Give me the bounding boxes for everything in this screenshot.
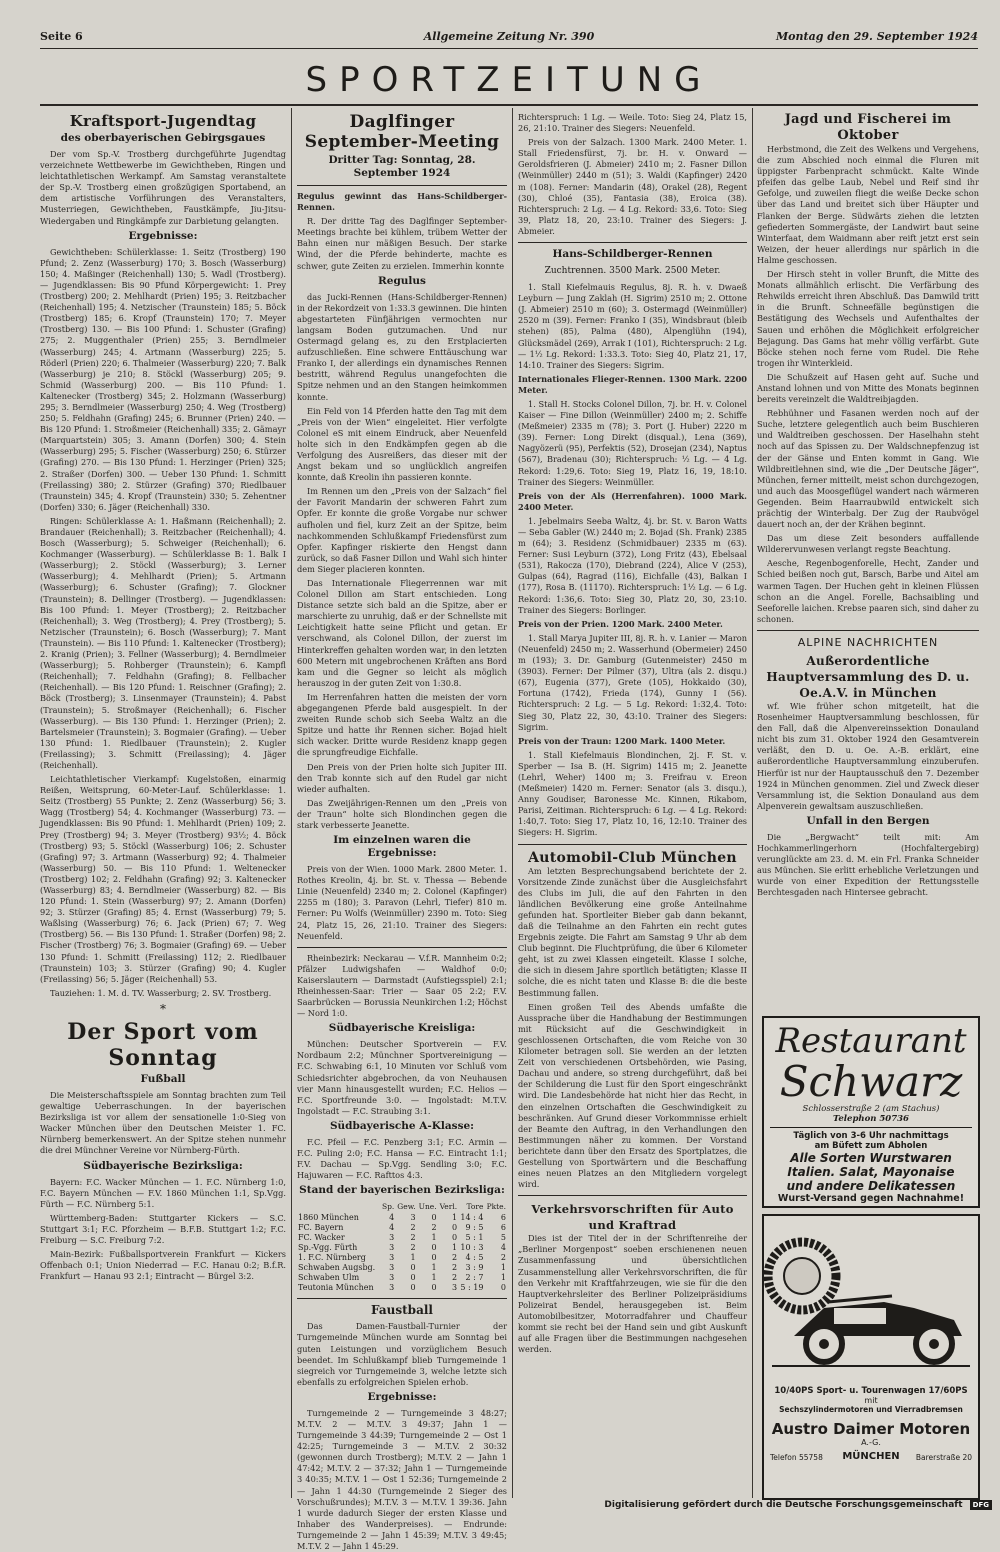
article-paragraph: wf. Wie früher schon mitgeteilt, hat die Rosenheimer Hauptversammlung beschlossen, für den Fall, daß die Alpenvereinssektion Donauland nicht bis zum 31. Oktober 1924 den Gesamtverein verläßt, den D. u. Oe. A.-B. erklärt, eine außerordentliche Hauptversammlung einzuberufen. Hierfür ist nur der Hauptausschuß den 7. Dezember 1924 in München genommen. Ziel und Zweck dieser Versammlung ist, die Sektion Donauland aus dem Alpenverein gewaltsam auszuschließen. <box>757 700 979 811</box>
column-divider <box>752 108 753 1498</box>
section-heading: Preis von der Als (Herrenfahren). 1000 Mark. 2400 Meter. <box>518 490 747 512</box>
table-cell: 3 : 9 <box>465 1263 484 1273</box>
article-paragraph: Württemberg-Baden: Stuttgarter Kickers — S.C. Stuttgart 3:1; F.C. Pforzheim — B.F.B. Stuttgart 1:2; F.C. Freiburg — S.C. Freiburg 7:2. <box>40 1212 286 1245</box>
table-cell: 2 <box>500 1253 506 1263</box>
table-cell: FC. Wacker <box>298 1233 345 1243</box>
table-cell: 1860 München <box>298 1213 359 1223</box>
article-paragraph: Das Internationale Fliegerrennen war mit Colonel Dillon am Start entschieden. Long Distance setzte sich bald an die Spitze, aber er marschierte zu unruhig, daß er der Schnellste mit Leichtigkeit hatte seine Pflicht und getan. Er verschwand, als Colonel Dillon, der zuerst im Hinterkreffen gehalten worden war, in den letzten 600 Metern mit ungebrochenen Kräften ans Bord kam und die Gegner so leicht als möglich herauszog in der guten Zeit von 1:30.8. <box>297 578 507 688</box>
article-paragraph: 1. Stall Marya Jupiter III, 8j. R. h. v. Lanier — Maron (Neuenfeld) 2450 m; 2. Wasserhund (Obermeier) 2450 m (193); 3. Dr. Gamburg (Gutenmeister) 2450 m (3903). Ferner: Der Pilmer (37), Ultra (als 2. disqu.) (67), Eugenia (377), Grete (105), Hokkaido (30), Fortuna (1742), Frieda (174), Gunny I (56). Richterspruch: 2 Lg. — 5 Lg. Rekord: 1:32,4. Toto: Sieg 30, Platz 22, 30, 43:10. Trainer des Siegers: Sigrim. <box>518 632 747 732</box>
table-row <box>297 1213 507 1223</box>
table-cell: 9 : 5 <box>465 1223 484 1233</box>
table-cell: 2 <box>410 1243 416 1253</box>
table-cell: 1. F.C. Nürnberg <box>298 1253 366 1263</box>
article-paragraph: 1. Stall Kiefelmauis Blondinchen, 2j. F. St. v. Sperber — Isa B. (H. Sigrim) 1415 m; 2. Jeanette (Lehrl, Weher) 1400 m; 3. Freifrau v. Ereon (Meßmeier) 1420 m. Ferner: Senator (als 3. disqu.), Anny Goudiser, Baronesse Mc. Kinnen, Rikabom, Parisi, Zeitiman. Richterspruch: 6 Lg. — 4 Lg. Rekord: 1:40,7. Toto: Sieg 17, Platz 10, 16, 12:10. Trainer des Siegers: H. Sigrim. <box>518 749 747 838</box>
table-cell: 3 <box>389 1273 395 1283</box>
article-paragraph: Der Hirsch steht in voller Brunft, die Mitte des Monats allmählich erlischt. Die Verfärbung des Rehwilds erreicht ihren Abschluß. Das Damwild tritt in die Brunft. Schneefälle begünstigen die Bestätigung des Wechsels und Aufenthaltes der Sauen und erhöhen die Möglichkeit erfolgreicher Bejagung. Das Gams hat mehr völlig verfärbt. Gute Böcke stehen noch ferne vom Rudel. Die Rehe trogen ihr Winterkleid. <box>757 269 979 368</box>
table-row <box>297 1223 507 1233</box>
article-subtitle: Fußball <box>140 1072 186 1085</box>
austro-daimler-ad <box>762 1214 980 1500</box>
divider <box>297 947 507 948</box>
table-cell: FC. Bayern <box>298 1223 344 1233</box>
table-cell: Schwaben Augsbg. <box>298 1263 376 1273</box>
article-paragraph: Bayern: F.C. Wacker München — 1. F.C. Nürnberg 1:0, F.C. Bayern München — F.V. 1860 München 1:1, Sp.Vgg. Fürth — F.C. Nürnberg 5:1. <box>40 1176 286 1209</box>
ad-text: und andere Delikatessen <box>786 1179 956 1193</box>
table-cell: 1 <box>431 1233 437 1243</box>
table-cell: 5 : 19 <box>460 1283 484 1293</box>
article-title: Verkehrsvorschriften für Auto und Kraftrad <box>531 1202 734 1233</box>
table-cell: 0 <box>452 1233 458 1243</box>
table-cell: 3 <box>389 1233 395 1243</box>
section-heading: Regulus <box>378 274 426 287</box>
article-paragraph: Gewichtheben: Schülerklasse: 1. Seitz (Trostberg) 190 Pfund; 2. Zenz (Wasserburg) 170; 3. Bosch (Wasserburg) 150; 4. Maßinger (Reichenhall) 130; 5. Wadl (Trostberg). — Jugendklassen: Bis 90 Pfund Körpergewicht: 1. Prey (Trostberg) 200; 2. Mehlhardt (Prien) 195; 3. Reitzbacher (Reichenhall) 195; 4. Netzischer (Traunstein) 185; 5. Böck (Trostberg) 185; 6. Kropf (Traunstein) 170; 7. Meyer (Trostberg) 130. — Bis 100 Pfund: 1. Schuster (Grafing) 275; 2. Muggenthaler (Prien) 255; 3. Berndlmeier (Wasserburg) 245; 4. Artmann (Wasserburg) 225; 5. Röderl (Prien) 220; 6. Thalmeier (Wasserburg) 220; 7. Balk (Wasserburg) je 210; 8. Stöckl (Wasserburg) 205; 9. Schmid (Wasserburg) 200. — Bis 110 Pfund: 1. Kaltenecker (Trostberg) 345; 2. Holzmann (Wasserburg) 295; 3. Berndlmeier (Wasserburg) 250; 4. Weg (Trostberg) 250; 5. Feldhahn (Grafing) 245; 6. Brunner (Prien) 240. — Bis 120 Pfund: 1. Stroßmeier (Reichenhall) 335; 2. Gämayr (Marquartstein) 305; 3. Amann (Dorfen) 300; 4. Stein (Wasserburg) 295; 5. Fischer (Wasserburg) 250; 6. Stürzer (Grafing) 270. — Bis 130 Pfund: 1. Herzinger (Prien) 325; 2. Straßer (Dorfen) 300. — Ueber 130 Pfund: 1. Schmitt (Freilassing) 380; 2. Stürzer (Grafing) 370; Riedlbauer (Traunstein) 345; 4. Kropf (Traunstein) 330; 5. Zehentner (Dorfen) 330; 6. Jäger (Reichenhall) 330. <box>40 246 286 512</box>
section-heading: Internationales Flieger-Rennen. 1300 Mark. 2200 Meter. <box>518 373 747 395</box>
table-row <box>297 1283 507 1293</box>
restaurant-ad <box>762 1016 980 1208</box>
league-table <box>297 1201 507 1293</box>
ad-text: Wurst-Versand gegen Nachnahme! <box>777 1193 965 1204</box>
table-cell: 1 <box>500 1263 506 1273</box>
table-cell: 2 <box>410 1223 416 1233</box>
table-cell: 2 <box>452 1273 458 1283</box>
table-cell: 2 : 7 <box>465 1273 484 1283</box>
section-heading: Südbayerische Bezirksliga: <box>83 1159 243 1172</box>
footer-text: Digitalisierung gefördert durch die Deutsche Forschungsgemeinschaft <box>604 1500 963 1510</box>
ad-text: Sechszylindermotoren und Vierradbremsen <box>779 1405 963 1414</box>
article-paragraph: Turngemeinde 2 — Turngemeinde 3 48:27; M.T.V. 2 — M.T.V. 3 49:37; Jahn 1 — Turngemeinde 3 44:39; Turngemeinde 2 — Ost 1 42:25; Turngemeinde 3 — M.T.V. 2 30:32 (gewonnen durch Trostberg); M.T.V. 2 — Jahn 1 47:42; M.T.V. 2 — 37:32; Jahn 1 — Turngemeinde 3 40:35; M.T.V. 1 — Ost 1 52:36; Turngemeinde 2 — Jahn 1 44:30 (Turngemeinde 2 Sieger des Vorschußrundes); M.T.V. 3 — M.T.V. 1 39:36. Jahn 1 wurde dadurch Sieger der ersten Klasse und Inhaber des Wanderpreises). — Endrunde: Turngemeinde 2 — Jahn 1 45:39; M.T.V. 3 49:45; M.T.V. 2 — Jahn 1 45:29. <box>297 1407 507 1551</box>
table-cell: 0 <box>452 1223 458 1233</box>
table-cell: 3 <box>389 1253 395 1263</box>
car-icon <box>772 1296 970 1366</box>
table-row <box>297 1233 507 1243</box>
article-paragraph: das Jucki-Rennen (Hans-Schildberger-Rennen) in der Rekordzeit von 1:33.3 gewinnen. Die hinten abgestarteten Fünfjährigen vermochten nur langsam Boden gutzumachen. Und nur Ostermagd gelang es, zu den Erstplacierten aufzuschließen. Eine schwere Enttäuschung war Franko I, der allerdings ein dynamisches Rennen bestritt, während Regulus unangefochten die Spitze nehmen und an den Stangen heimkommen konnte. <box>297 291 507 402</box>
section-banner: SPORTZEITUNG <box>305 60 713 100</box>
results-heading: Ergebnisse: <box>128 229 198 242</box>
table-cell: 1 <box>452 1213 458 1223</box>
article-paragraph: R. Der dritte Tag des Daglfinger September-Meetings brachte bei kühlem, trübem Wetter der Bahn einen nur mäßigen Besuch. Der starke Wind, der die Pferde behinderte, machte es schwer, gute Zeiten zu erzielen. Immerhin konnte <box>297 216 507 271</box>
digitization-footer <box>560 1500 992 1514</box>
column-divider <box>291 108 292 1498</box>
article-title: Außerordentliche Hauptversammlung des D. u. Oe.A.V. in München <box>766 653 970 700</box>
table-cell: 5 <box>500 1233 506 1243</box>
banner-rule <box>40 104 978 106</box>
restaurant-phone: Telephon 50736 <box>833 1114 909 1124</box>
table-cell: 3 <box>389 1263 395 1273</box>
article-paragraph: Im Herrenfahren hatten die meisten der vorn abgegangenen Pferde bald ausgespielt. In der zweiten Runde schob sich Seeba Waltz an die Spitze und hatte ihr Rennen sicher. Bojad hielt sich wacker. Dritte wurde Residenz knapp gegen die sprungfreudige Eichfalle. <box>297 691 507 758</box>
section-subheading: Zuchtrennen. 3500 Mark. 2500 Meter. <box>544 266 721 277</box>
article-paragraph: 1. Jebelmairs Seeba Waltz, 4j. br. St. v. Baron Watts — Seba Gabler (W.) 2440 m; 2. Bojad (Sh. Frank) 2385 m (64); 3. Residenz (Schmidbauer) 2335 m (63). Ferner: Susi Leyburn (372), Long Fritz (43), Ebelsaal (531), Rakocza (170), Diebrand (224), Alice V (253), Gulpas (64), Ragrad (116), Eichfalle (43), Balkan I (177), Rosa B. (11170). Richterspruch: 1½ Lg. — 6 Lg. Rekord: 1:36,6. Toto: Sieg 30, Platz 20, 30, 23:10. Trainer des Siegers: Borlinger. <box>518 515 747 615</box>
table-header: Gew. <box>397 1202 416 1212</box>
section-heading: Hans-Schildberger-Rennen <box>552 248 713 261</box>
ad-divider <box>770 1127 972 1128</box>
article-paragraph: Den Preis von der Prien holte sich Jupiter III. den Trab konnte sich auf den Rudel gar nicht wieder aufhalten. <box>297 761 507 794</box>
table-cell: 1 <box>431 1263 437 1273</box>
table-cell: Sp.-Vgg. Fürth <box>298 1243 358 1253</box>
table-cell: 2 <box>452 1253 458 1263</box>
article-paragraph: Die Schußzeit auf Hasen geht auf. Suche und Anstand lohnen und von Mitte des Monats beginnen bereits vereinzelt die Waldtreibjagden. <box>757 371 979 405</box>
car-illustration <box>764 1216 978 1386</box>
section-heading: Unfall in den Bergen <box>806 814 930 827</box>
table-cell: 0 <box>500 1283 506 1293</box>
table-cell: 3 <box>410 1213 416 1223</box>
article-paragraph: Aesche, Regenbogenforelle, Hecht, Zander und Schied beißen noch gut, Barsch, Barbe und Aitel am warmen Tagen. Der Huchen geht in kleinen Flüssen schon an die Angel. Forelle, Bachsaibling und Seeforelle laichen. Krebse paaren sich, sind daher zu schonen. <box>757 558 979 624</box>
ad-text: A.-G. <box>861 1438 881 1447</box>
ad-address-row <box>770 1451 972 1465</box>
spare-tire-icon <box>768 1242 836 1310</box>
section-heading: Faustball <box>371 1303 433 1318</box>
table-header-row <box>297 1201 507 1213</box>
ad-street: Barerstraße 20 <box>915 1453 972 1462</box>
divider <box>518 1195 747 1196</box>
article-paragraph: Herbstmond, die Zeit des Welkens und Vergehens, die zum Abschied noch einmal die Fluren mit üppigster Farbenpracht schmückt. Kalte Winde pfeifen das gelbe Laub, Nebel und Reif sind ihr Gefolge, und zuweilen fliegt die weiße Decke schon über das Land und breitet sich über Häupter und Flanken der Berge. Südwärts ziehen die letzten gefiederten Sommergäste, der Landwirt baut seine Winterfaat, dem Waidmann aber reift jetzt erst sein Weizen, der heuer allerdings nur spärlich in die Halme geschossen. <box>757 144 979 265</box>
divider <box>757 630 979 631</box>
article-paragraph: Preis von der Wien. 1000 Mark. 2800 Meter. 1. Rothes Kreolin, 4j. br. St. v. Thessa — Bebende Linie (Neuenfeld) 2340 m; 2. Colonel (Kapfinger) 2255 m (180); 3. Paravon (Lehrl, Tiefer) 810 m. Ferner: Pu Wolfs (Weinmüller) 2390 m. Toto: Sieg 24, Platz 15, 26, 21:10. Trainer des Siegers: Neuenfeld. <box>297 864 507 941</box>
table-cell: 0 <box>431 1213 437 1223</box>
table-cell: 4 <box>500 1243 506 1253</box>
page-number: Seite 6 <box>40 30 83 43</box>
article-paragraph: Das Zweijährigen-Rennen um den „Preis von der Traun“ holte sich Blondinchen gegen die stark verbesserte Jeanette. <box>297 797 507 830</box>
dfg-logo: DFG <box>970 1500 992 1510</box>
article-paragraph: F.C. Pfeil — F.C. Penzberg 3:1; F.C. Armin — F.C. Puling 2:0; F.C. Hansa — F.C. Eintracht 1:1; F.V. Dachau — Sp.Vgg. Sendling 3:0; F.C. Hajuwaren — F.C. Rafttos 4:3. <box>297 1136 507 1181</box>
table-header <box>297 1201 380 1213</box>
article-paragraph: Im Rennen um den „Preis von der Salzach“ fiel der Favorit Mandarin der schweren Fahrt zum Opfer. Er konnte die große Vorgabe nur schwer aufholen und fiel, kurz Zeit an der Spitze, beim nachkommenden Schlußkampf Friedensfürst zum Opfer. Kapfinger riskierte den Hengst dann zurück, so daß Fasner Dillon und Wahl sich hinter dem Sieger placieren konnten. <box>297 486 507 574</box>
restaurant-name: Restaurant <box>775 1021 967 1061</box>
table-cell: 6 <box>500 1223 506 1233</box>
table-cell: 1 <box>431 1273 437 1283</box>
section-heading: Südbayerische A-Klasse: <box>329 1119 475 1132</box>
ad-phone: Telefon 55758 <box>770 1453 823 1462</box>
restaurant-name-2: Schwarz <box>779 1057 963 1106</box>
newspaper-title: Allgemeine Zeitung Nr. 390 <box>423 30 595 43</box>
table-cell: 5 : 1 <box>465 1233 484 1243</box>
divider <box>297 1298 507 1299</box>
article-paragraph: Rheinbezirk: Neckarau — V.f.R. Mannheim 0:2; Pfälzer Ludwigshafen — Waldhof 0:0; Kaiserslautern — Darmstadt (Aufstiegsspiel) 2:1; Rheinhessen-Saar: Trier — Saar 05 2:2; F.V. Saarbrücken — Borussia Neunkirchen 1:2; Höchst — Nord 1:0. <box>297 952 507 1019</box>
article-paragraph: Dies ist der Titel der in der Schriftenreihe der „Berliner Morgenpost“ soeben erschienenen neuen Zusammenfassung und übersichtlichen Zusammenstellung aller Verkehrsvorschriften, die für den Verkehr mit Kraftfahrzeugen, wie sie für die den Hauptverkehrsleiter des Berliner Polizeipräsidiums Polizeirat Bendel, herausgegeben ist. Beim Automobilbesitzer, Motorradfahrer und Chauffeur kommt sie recht bei der Hand sein und gibt Auskunft auf alle Fragen über die Bestimmungen nachgesehen werden. <box>518 1233 747 1355</box>
table-title: Stand der bayerischen Bezirksliga: <box>299 1184 505 1197</box>
article-paragraph: Main-Bezirk: Fußballsportverein Frankfurt — Kickers Offenbach 0:1; Union Niederrad — F.C. Hanau 0:2; B.f.R. Frankfurt — Hanau 93 2:1; Eintracht — Bürgel 3:2. <box>40 1249 286 1282</box>
article-subtitle: Dritter Tag: Sonntag, 28. September 1924 <box>328 154 476 179</box>
article-paragraph: Einen großen Teil des Abends umfaßte die Aussprache über die Handhabung der Bestimmungen mit Rücksicht auf die Geschwindigkeit in geschlossenen Ortschaften, die vom Reiche von 30 Kilometer betragen soll. Sie werden an der letzten Zeit von verschiedenen Ortsbehörden, wie Pasing, Dachau und andere, so streng durchgeführt, daß bei der Schilderung die Lust für den Sport eingeschränkt wird. Die Landesbehörde hat nicht hier das Recht, in den einzelnen Ortschaften die Geschwindigkeit zu beschränken. Auf Grund dieser Vorkommnisse erhielt der Beamte den Auftrag, in den Verhandlungen den Bestimmungen näher zu kommen. Der Vorstand berichtete dann über den Ersatz des Sportplatzes, die Gestellung von Sportwärtern und die Beschaffung eines neuen Platzes an den Mitgliedern vorgelegt wird. <box>518 1001 747 1190</box>
section-heading: Preis von der Prien. 1200 Mark. 2400 Meter. <box>518 618 723 629</box>
column-kraftsport <box>40 112 286 1496</box>
article-title: Daglfinger September-Meeting <box>304 112 500 152</box>
table-cell: 4 <box>389 1223 395 1233</box>
table-cell: 2 <box>452 1263 458 1273</box>
column-daglfing <box>297 112 507 1551</box>
issue-date: Montag den 29. September 1924 <box>775 30 978 43</box>
table-header: Sp. <box>381 1202 395 1212</box>
table-cell: 0 <box>410 1263 416 1273</box>
section-heading: Preis von der Traun: 1200 Mark. 1400 Meter. <box>518 735 726 746</box>
table-cell: 1 <box>410 1253 416 1263</box>
table-cell: 4 : 5 <box>465 1253 484 1263</box>
section-heading: Südbayerische Kreisliga: <box>328 1022 476 1035</box>
table-cell: 4 <box>389 1213 395 1223</box>
table-cell: 10 : 3 <box>460 1243 484 1253</box>
article-paragraph: Ringen: Schülerklasse A: 1. Haßmann (Reichenhall); 2. Brandauer (Reichenhall); 3. Reitzbacher (Reichenhall); 4. Bosch (Wasserburg); 5. Schweiger (Reichenhall); 6. Kochmanger (Wasserburg). — Schülerklasse B: 1. Balk I (Wasserburg); 2. Stöckl (Wasserburg); 3. Lerner (Wasserburg); 4. Mehlhardt (Prien); 5. Artmann (Wasserburg); 6. Schuster (Grafing); 7. Glockner (Traunstein); 8. Dellinger (Trostberg). — Jugendklassen: Bis 100 Pfund: 1. Meyer (Trostberg); 2. Reitzbacher (Reichenhall); 3. Weg (Trostberg); 4. Prey (Trostberg); 5. Netzischer (Traunstein); 6. Bosch (Wasserburg); 7. Mant (Traunstein). — Bis 110 Pfund: 1. Kaltenecker (Trostberg); 2. Kranig (Prien); 3. Fellner (Wasserburg); 4. Berndlmeier (Wasserburg); 5. Rohberger (Traunstein); 6. Kampfl (Reichenhall); 7. Feldhahn (Grafing); 8. Fellbacher (Reichenhall). — Bis 120 Pfund: 1. Reischner (Grafing); 2. Böck (Trostberg); 3. Linsenmayer (Traunstein); 4. Pabst (Traunstein); 5. Stroßmayer (Reichenhall); 6. Fischer (Wasserburg). — Bis 130 Pfund: 1. Herzinger (Prien); 2. Bartelsmeier (Traunstein); 3. Bogmaier (Grafing). — Ueber 130 Pfund: 1. Riedlbauer (Traunstein); 2. Kugler (Freilassing); 3. Schmitt (Freilassing); 4. Jäger (Reichenhall). <box>40 515 286 770</box>
article-title: Kraftsport-Jugendtag <box>69 112 257 130</box>
table-header: Pkte. <box>486 1202 506 1212</box>
table-cell: 0 <box>410 1273 416 1283</box>
article-paragraph: München: Deutscher Sportverein — F.V. Nordbaum 2:2; Münchner Sportvereinigung — F.C. Schwabing 6:1, 10 Minuten vor Schluß vom Schiedsrichter abgebrochen, da von Neuhausen vier Mann hinausgestellt wurden; F.C. Helios — F.C. Sportfreunde 3:0. — Ingolstadt: M.T.V. Ingolstadt — F.C. Straubing 3:1. <box>297 1039 507 1116</box>
ad-text: am Büfett zum Abholen <box>814 1141 928 1151</box>
article-paragraph: Am letzten Besprechungsabend berichtete der 2. Vorsitzende Zinde zunächst über die Ausgleichsfahrt des Clubs im Juli, die auf den Fahrten in den ländlichen Bevölkerung eine große Anteilnahme gefunden hat. Sportleiter Bieber gab dann bekannt, daß die Teilnahme an den Fahrten ein recht gutes Ergebnis zeigte. Die Fahrt am Samstag 9 Uhr ab dem Club beginnt. Die Fluchtprüfung, die über 6 Kilometer geht, ist zu zwei Klassen eingeteilt. Klasse I solche, die sich in diesem Jahre sportlich betätigten; Klasse II solche, die es nicht taten und Klasse B: die die beste Bestimmung fallen. <box>518 865 747 998</box>
restaurant-address: Schlosserstraße 2 (am Stachus) <box>802 1104 940 1114</box>
table-cell: 3 <box>452 1283 458 1293</box>
table-cell: 6 <box>500 1213 506 1223</box>
table-cell: 3 <box>389 1243 395 1253</box>
column-divider <box>512 108 513 1498</box>
article-title: Automobil-Club München <box>528 849 737 866</box>
table-cell: 3 <box>389 1283 395 1293</box>
running-header <box>40 30 978 49</box>
table-row <box>297 1273 507 1283</box>
ad-text: Täglich von 3-6 Uhr nachmittags <box>793 1131 949 1141</box>
table-row <box>297 1253 507 1263</box>
column-racing-results <box>518 112 747 1496</box>
ad-text: Alle Sorten Wurstwaren <box>790 1151 952 1165</box>
ad-text: mit <box>864 1396 878 1405</box>
table-header: Tore <box>466 1202 484 1212</box>
results-heading: Ergebnisse: <box>367 1390 437 1403</box>
article-paragraph: Die Meisterschaftsspiele am Sonntag brachten zum Teil gewaltige Ueberraschungen. In der bayerischen Bezirksliga ist vor allem der sensationelle 1:0-Sieg von Wacker München über den Deutschen Meister 1. FC. Nürnberg bemerkenswert. An der Spitze stehen nunmehr die drei Münchner Vereine vor Nürnberg-Fürth. <box>40 1089 286 1156</box>
section-heading: ALPINE NACHRICHTEN <box>797 635 939 649</box>
divider <box>297 185 507 186</box>
article-paragraph: Ein Feld von 14 Pferden hatte den Tag mit dem „Preis von der Wien“ eingeleitet. Hier verfolgte Colonel eS mit einem Eindruck, aber Neuenfeld holte sich in den Endkämpfen gegen ab die Verfolgung des Ausreißers, das dieser mit der Angst bekam und so unglücklich angreifen konnte, daß Kreolin ihn passieren konnte. <box>297 405 507 483</box>
article-paragraph: Rebhühner und Fasanen werden noch auf der Suche, letztere gelegentlich auch beim Buschieren und Waldtreiben geschossen. Der Haselhahn steht noch auf das Spissen zu. Der Waldschnepfenzug ist der der Gänse und Enten kommt in Gang. Wie Wildbreitlehnen sind, wie die „Der Deutsche Jäger“, München, ferner mitteilt, meist schon durchgezogen, und auch das Moosgeflügel wandert nach wärmeren Gegenden. Beim Haarraubwild entwickelt sich prächtig der Winterbalg. Der Zug der Raubvögel dauert noch an, der der Krähen beginnt. <box>757 408 979 530</box>
ad-text: Italien. Salat, Mayonaise <box>787 1165 955 1179</box>
article-paragraph: Tauziehen: 1. M. d. TV. Wasserburg; 2. SV. Trostberg. <box>50 987 272 998</box>
table-cell: Schwaben Ulm <box>298 1273 360 1283</box>
article-paragraph: Der vom Sp.-V. Trostberg durchgeführte Jugendtag verzeichnete Wettbewerbe im Gewichtheben, Ringen und leichtathletischen Werkampf. Am Samstag veranstaltete der Sp.-V. Trostberg einen großzügigen Sportabend, an dem artistische Vorführungen des Veranstalters, Musterriegen, Gewichtheben, Faustkämpfe, Jiu-Jitsu-Wiedergaben und Ringkämpfe zur Darbietung gelangten. <box>40 149 286 226</box>
table-header: Une. <box>418 1202 437 1212</box>
brand-name: Austro Daimer Motoren <box>771 1420 971 1438</box>
article-paragraph: 1. Stall Kiefelmauis Regulus, 8j. R. h. v. Dwaeß Leyburn — Jung Zaklah (H. Sigrim) 2510 m; 2. Ottone (J. Abmeier) 2510 m (60); 3. Ostermagd (Weinmüller) 2520 m (39). Ferner: Franko I (35), Windsbraut (bleib stehen) (85), Palma (480), Alpenglühn (194), Glücksmädel (269), Arrak I (101), Richterspruch: 2 Lg. — 1½ Lg. Rekord: 1:33.3. Toto: Sieg 40, Platz 21, 17, 14:10. Trainer des Siegers: Sigrim. <box>518 282 747 370</box>
table-cell: 1 <box>452 1243 458 1253</box>
table-cell: 0 <box>431 1243 437 1253</box>
table-cell: 2 <box>410 1233 416 1243</box>
table-cell: 0 <box>410 1283 416 1293</box>
table-cell: 0 <box>431 1283 437 1293</box>
article-paragraph: Die „Bergwacht“ teilt mit: Am Hochkammerlingerhorn (Hochfaltergebirg) verunglückte am 23. d. M. ein Frl. Franka Schneider aus München. Sie erlitt erhebliche Verletzungen und wurde von einer Expedition der Rettungsstelle Berchtesgaden nach Hintersee gebracht. <box>757 831 979 898</box>
article-paragraph: Leichtathletischer Vierkampf: Kugelstoßen, einarmig Reißen, Weitsprung, 60-Meter-Lauf. Schülerklasse: 1. Seitz (Trostberg) 55 Punkte; 2. Zenz (Wasserburg) 56; 3. Wagg (Trostberg) 54; 4. Kochmanger (Wasserburg) 73. — Jugendklassen: Bis 90 Pfund: 1. Mehlhardt (Prien) 109; 2. Prey (Trostberg) 94; 3. Meyer (Trostberg) 93½; 4. Böck (Trostberg) 93; 5. Stöckl (Wasserburg) 106; 2. Schuster (Grafing) 97; 3. Artmann (Wasserburg) 92; 4. Thalmeier (Wasserburg) 50. — Bis 110 Pfund: 1. Weltenecker (Trostberg) 102; 2. Feldhahn (Grafing) 92; 3. Kaltenecker (Wasserburg) 83; 4. Berndlmeier (Wasserburg) 82. — Bis 120 Pfund: 1. Stein (Wasserburg) 97; 2. Amann (Dorfen) 92; 3. Stürzer (Grafing) 85; 4. Ernst (Wasserburg) 79; 5. Waßlsing (Wasserburg) 76; 6. Jack (Prien) 67; 7. Weg (Trostberg) 56. — Bis 130 Pfund: 1. Straßer (Dorfen) 98; 2. Fischer (Trostberg) 76; 3. Bogmaier (Grafing) 69. — Ueber 130 Pfund: 1. Schmitt (Freilassing) 112; 2. Riedlbauer (Traunstein) 103; 3. Stürzer (Grafing) 90; 4. Kugler (Freilassing) 56; 5. Jäger (Reichenhall) 53. <box>40 774 286 984</box>
article-title: Jagd und Fischerei im Oktober <box>784 112 952 143</box>
column-jagd-alpine <box>757 112 979 898</box>
divider <box>518 844 747 845</box>
article-paragraph: 1. Stall H. Stocks Colonel Dillon, 7j. br. H. v. Colonel Kaiser — Fine Dillon (Weinmüller) 2400 m; 2. Schiffe (Meßmeier) 2335 m (78); 3. Port (J. Huber) 2220 m (39). Ferner: Long Direkt (disqual.), Lena (369), Nagyözerü (95), Perfektis (52), Drosejan (234), Naptus (567), Bradenau (30); Richterspruch: ½ Lg. — 4 Lg. Rekord: 1:29,6. Toto: Sieg 19, Platz 16, 19, 18:10. Trainer des Siegers: Weinmüller. <box>518 398 747 487</box>
article-lead: Regulus gewinnt das Hans-Schildberger-Rennen. <box>297 191 507 213</box>
table-header: Verl. <box>439 1202 458 1212</box>
article-subtitle: des oberbayerischen Gebirgsgaues <box>60 132 266 144</box>
table-cell: 2 <box>431 1223 437 1233</box>
ad-city: MÜNCHEN <box>842 1451 900 1462</box>
divider <box>518 242 747 243</box>
table-row <box>297 1243 507 1253</box>
article-paragraph: Preis von der Salzach. 1300 Mark. 2400 Meter. 1. Stall Friedensfürst, 7j. br. H. v. Onward — Geroldsfrieren (J. Abmeier) 2410 m; 2. Fasner Dillon (Weinmüller) 2440 m (51); 3. Waldi (Kapfinger) 2420 m (108). Ferner: Mandarin (48), Orakel (28), Regent (30), Chloé (35), Fantasia (38), Eroica (38). Richterspruch: 2 Lg. — 4 Lg. Rekord: 33,6. Toto: Sieg 39, Platz 18, 20, 23:10. Trainer des Siegers: J. Abmeier. <box>518 137 747 236</box>
article-paragraph: Das Damen-Faustball-Turnier der Turngemeinde München wurde am Sonntag bei guten Leistungen und vorzüglichem Besuch beendet. Im Schlußkampf blieb Turngemeinde 1 siegreich vor Turngemeinde 3, welche letzte sich ebenfalls zu erfolgreichen Spielen erhob. <box>297 1321 507 1387</box>
table-cell: Teutonia München <box>298 1283 374 1293</box>
article-paragraph: Das um diese Zeit besonders auffallende Wilderervunwesen verlangt regste Beachtung. <box>757 533 979 555</box>
section-heading: Im einzelnen waren die Ergebnisse: <box>333 834 471 860</box>
article-title: Der Sport vom Sonntag <box>67 1018 259 1071</box>
table-cell: 14 : 4 <box>460 1213 484 1223</box>
article-paragraph: Richterspruch: 1 Lg. — Weile. Toto: Sieg 24, Platz 15, 26, 21:10. Trainer des Siegers: Neuenfeld. <box>518 112 747 134</box>
table-cell: 1 <box>500 1273 506 1283</box>
ad-text: 10/40PS Sport- u. Tourenwagen 17/60PS <box>774 1386 968 1396</box>
separator-star: * <box>160 1001 166 1016</box>
table-row <box>297 1263 507 1273</box>
table-cell: 0 <box>431 1253 437 1263</box>
